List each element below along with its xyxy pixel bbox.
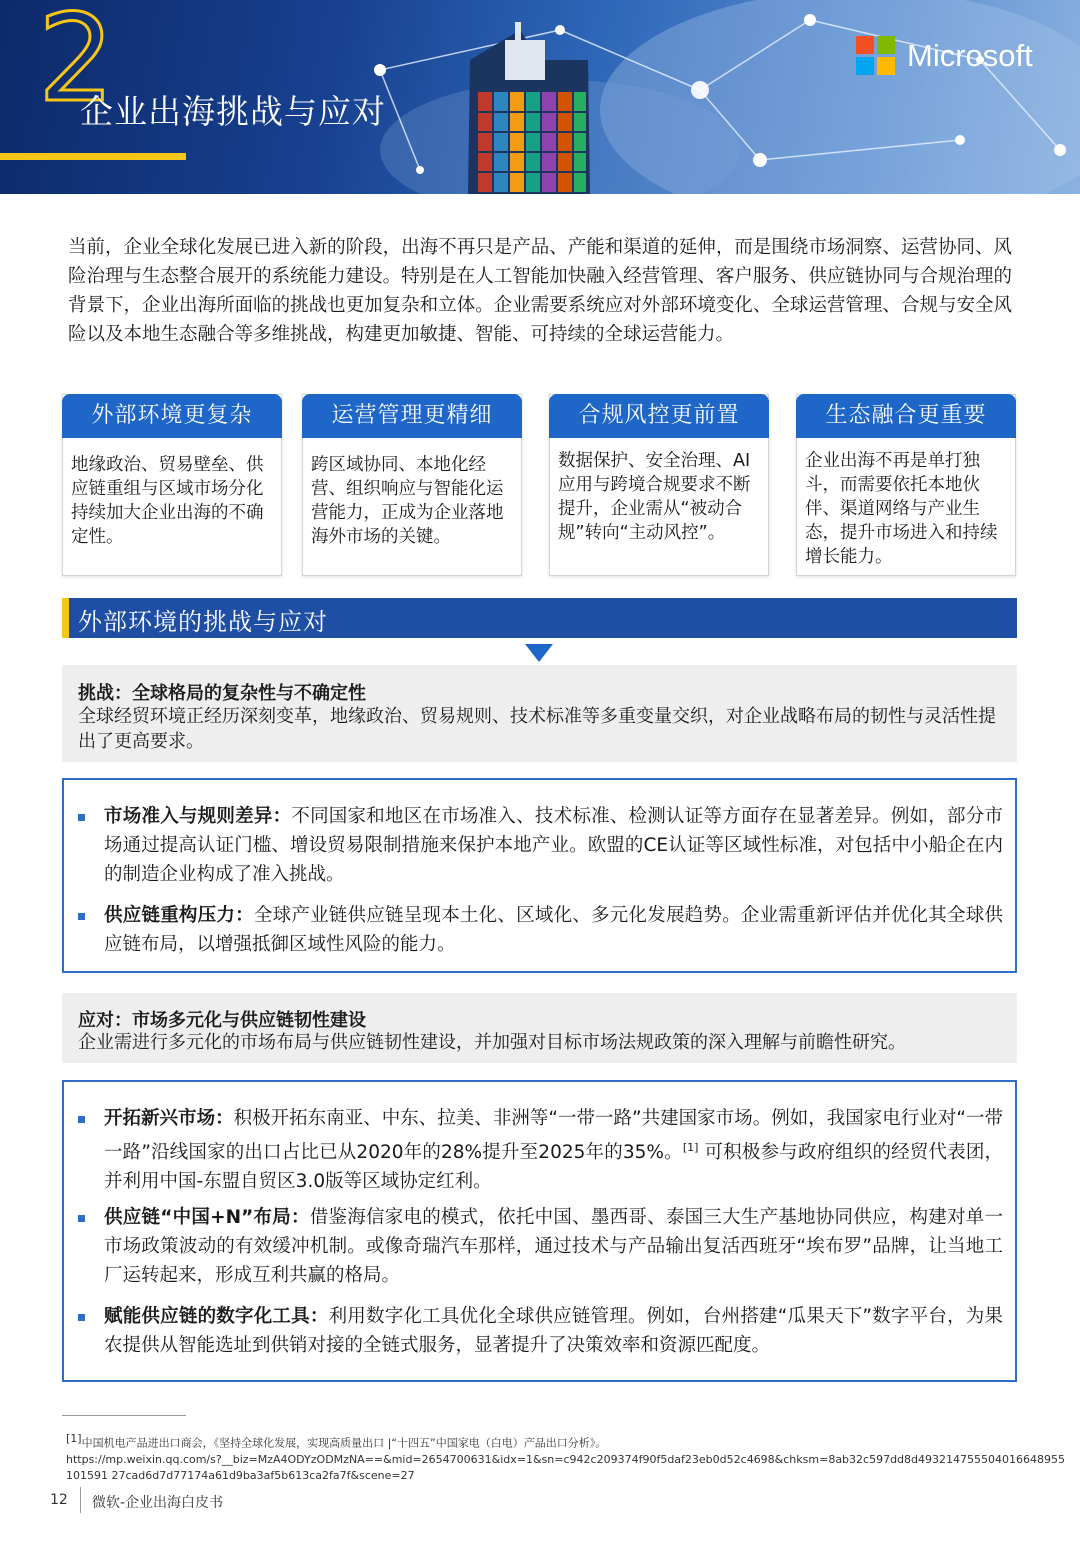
footer-doc-title: 微软-企业出海白皮书 [92, 1495, 224, 1511]
card-title: 生态融合更重要 [796, 394, 1016, 438]
bullet-icon [78, 1314, 85, 1321]
footnote-url[interactable]: https://mp.weixin.qq.com/s?__biz=MzA4ODYzODMzNA==&mid=2654700631&idx=1&sn=c942c209374f90f5daf23eb0d52c4698&chksm=8ab32c597dd8d493214755504016648955101591 27cad6d7d77174a61d9ba3af5b613ca2fa7f&scene=27 [66, 1452, 1065, 1482]
response-desc: 企业需进行多元化的市场布局与供应链韧性建设，并加强对目标市场法规政策的深入理解与前瞻性研究。 [78, 1032, 906, 1053]
challenge-box [62, 665, 1017, 762]
card-body: 跨区域协同、本地化经营、组织响应与智能化运营能力，正成为企业落地海外市场的关键。 [311, 455, 504, 547]
list-item [78, 901, 1003, 959]
response-bullets [62, 1080, 1017, 1382]
bullet-icon [78, 913, 85, 920]
bullet-label: 供应链重构压力： [104, 905, 254, 926]
bullet-icon [78, 1116, 85, 1123]
bullet-text: 利用数字化工具优化全球供应链管理。例如，台州搭建“瓜果天下”数字平台，为果农提供从智能选址到供销对接的全链式服务，显著提升了决策效率和资源匹配度。 [104, 1306, 1003, 1356]
bullet-text: 全球产业链供应链呈现本土化、区域化、多元化发展趋势。企业需重新评估并优化其全球供应链布局，以增强抵御区域性风险的能力。 [104, 905, 1003, 955]
response-box [62, 993, 1017, 1063]
card-body: 地缘政治、贸易壁垒、供应链重组与区域市场分化持续加大企业出海的不确定性。 [71, 455, 264, 547]
section-heading-accent [62, 598, 69, 638]
bullet-icon [78, 814, 85, 821]
card-compliance [549, 394, 769, 576]
challenge-title: 挑战：全球格局的复杂性与不确定性 [78, 683, 366, 704]
bullet-label: 赋能供应链的数字化工具： [104, 1306, 329, 1327]
page-number: 12 [50, 1492, 68, 1508]
microsoft-logo-icon [856, 36, 895, 75]
card-title: 运营管理更精细 [302, 394, 522, 438]
footnote-marker: [1] [66, 1432, 82, 1445]
arrow-down-icon [525, 644, 553, 662]
list-item [78, 1203, 1003, 1290]
footnote-text: 中国机电产品进出口商会，《坚持全球化发展，实现高质量出口 |“十四五”中国家电（白电）产品出口分析》。 [81, 1436, 607, 1450]
footnote-divider [62, 1415, 186, 1416]
bullet-text: 积极开拓东南亚、中东、拉美、非洲等“一带一路”共建国家市场。例如，我国家电行业对“一带一路”沿线国家的出口占比已从2020年的28%提升至2025年的35%。 [104, 1108, 1003, 1164]
bullet-text-continued: 可积极参与政府组织的经贸代表团，并利用中国-东盟自贸区3.0版等区域协定红利。 [104, 1142, 1003, 1193]
bullet-label: 供应链“中国+N”布局： [104, 1207, 310, 1228]
footer-divider [80, 1487, 81, 1513]
section-heading [62, 598, 1017, 638]
card-body: 企业出海不再是单打独斗，而需要依托本地伙伴、渠道网络与产业生态，提升市场进入和持续增长能力。 [805, 451, 998, 567]
card-external-environment [62, 394, 282, 576]
bullet-icon [78, 1215, 85, 1222]
footnote-ref[interactable]: [1] [682, 1141, 699, 1154]
title-underline [0, 153, 186, 160]
section-heading-text: 外部环境的挑战与应对 [78, 608, 328, 636]
challenge-bullets [62, 778, 1017, 973]
card-body: 数据保护、安全治理、AI应用与跨境合规要求不断提升，企业需从“被动合规”转向“主动风控”。 [558, 451, 751, 543]
page-title: 企业出海挑战与应对 [80, 92, 386, 131]
card-operations [302, 394, 522, 576]
challenge-desc: 全球经贸环境正经历深刻变革，地缘政治、贸易规则、技术标准等多重变量交织，对企业战略布局的韧性与灵活性提出了更高要求。 [78, 706, 996, 752]
list-item [78, 1302, 1003, 1360]
footnote [66, 1431, 1066, 1484]
microsoft-logo [856, 36, 1033, 75]
intro-paragraph: 当前，企业全球化发展已进入新的阶段，出海不再只是产品、产能和渠道的延伸，而是围绕市场洞察、运营协同、风险治理与生态整合展开的系统能力建设。特别是在人工智能加快融入经营管理、客户服务、供应链协同与合规治理的背景下，企业出海所面临的挑战也更加复杂和立体。企业需要系统应对外部环境变化、全球运营管理、合规与安全风险以及本地生态融合等多维挑战，构建更加敏捷、智能、可持续的全球运营能力。 [68, 237, 1012, 345]
card-title: 合规风控更前置 [549, 394, 769, 438]
response-title: 应对：市场多元化与供应链韧性建设 [78, 1010, 366, 1031]
bullet-label: 开拓新兴市场： [104, 1108, 234, 1129]
bullet-text: 借鉴海信家电的模式，依托中国、墨西哥、泰国三大生产基地协同供应，构建对单一市场政策波动的有效缓冲机制。或像奇瑞汽车那样，通过技术与产品输出复活西班牙“埃布罗”品牌，让当地工厂运转起来，形成互利共赢的格局。 [104, 1207, 1003, 1286]
header-banner [0, 0, 1080, 194]
card-ecosystem [796, 394, 1016, 576]
list-item [78, 802, 1003, 889]
card-title: 外部环境更复杂 [62, 394, 282, 438]
section-number: 2 [38, 0, 115, 129]
list-item [78, 1104, 1003, 1196]
brand-name: Microsoft [907, 37, 1033, 73]
bullet-text: 不同国家和地区在市场准入、技术标准、检测认证等方面存在显著差异。例如，部分市场通过提高认证门槛、增设贸易限制措施来保护本地产业。欧盟的CE认证等区域性标准，对包括中小船企在内的制造企业构成了准入挑战。 [104, 806, 1003, 885]
bullet-label: 市场准入与规则差异： [104, 806, 292, 827]
